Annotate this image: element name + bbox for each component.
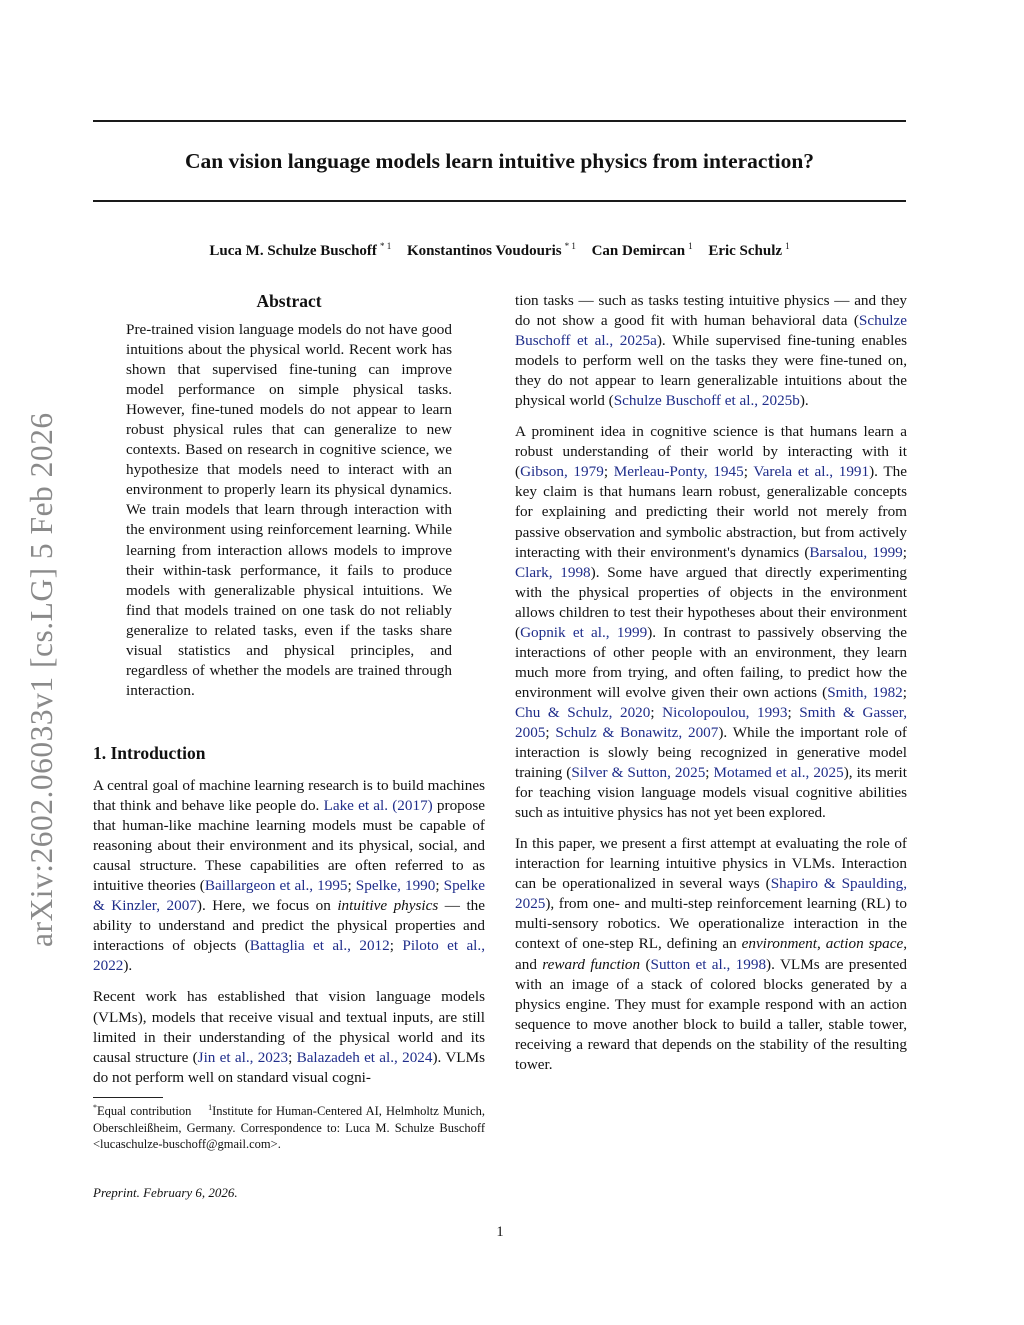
text: Equal contribution: [97, 1104, 192, 1119]
text: — the ability to understand and predict the physical properties and interactions of objects (: [93, 897, 486, 955]
author: [708, 243, 789, 259]
text: Institute for Human-Centered AI, Helmholtz Munich, Oberschleißheim, Germany. Correspondence to: Luca M. Schulze Buschoff <lucaschulze-buschoff@gmail.com>.: [93, 1104, 485, 1152]
citation-link[interactable]: Schulz & Bonawitz, 2007: [555, 723, 719, 741]
citation-link[interactable]: Gibson, 1979: [520, 463, 604, 481]
footnote-rule: [93, 1097, 163, 1098]
text: ;: [347, 877, 356, 895]
text: ). While supervised fine-tuning enables models to perform well on the tasks they were fine-tuned on, they do not appear to learn generalizable intuitions about the physical world (: [515, 332, 907, 410]
citation-link[interactable]: Silver & Sutton, 2025: [571, 764, 706, 782]
citation-link[interactable]: Sutton et al., 1998: [650, 955, 767, 973]
citation-link[interactable]: Balazadeh et al., 2024: [296, 1048, 433, 1066]
text: ,: [816, 935, 826, 953]
text: ;: [389, 937, 403, 955]
arxiv-stamp: arXiv:2602.06033v1 [cs.LG] 5 Feb 2026: [24, 412, 59, 947]
author-marks: 1: [688, 241, 693, 251]
text: ). VLMs are presented with an image of a stack of colored blocks generated by a physics engine. They must for example respond with an action sequence to move another block to build a taller, stable tower, receiving a reward that depends on the stability of the resulting tower.: [515, 955, 907, 1073]
author-name: Eric Schulz: [708, 243, 783, 259]
citation-link[interactable]: Barsalou, 1999: [809, 543, 903, 561]
preprint-date: Preprint. February 6, 2026.: [93, 1185, 238, 1200]
text: ;: [902, 683, 907, 701]
text: ;: [705, 764, 714, 782]
author-marks: 1: [785, 241, 790, 251]
title-rule-top: [93, 120, 906, 122]
footnote-mark: 1: [208, 1103, 213, 1112]
emphasis: environment: [741, 935, 817, 953]
citation-link[interactable]: Schulze Buschoff et al., 2025a: [515, 312, 907, 350]
text: ). The key claim is that humans learn robust, generalizable concepts for explaining and predicting their world not merely from passive observation and symbolic abstraction, but from actively interacting with their environment's dynamics (: [515, 463, 907, 561]
author-marks: * 1: [564, 241, 576, 251]
text: ). In contrast to passively observing the interactions of other people with an environment, they learn much more from trying, and often failing, to predict how the environment will evolve given their own actions (: [515, 623, 907, 701]
text: Recent work has established that vision language models (VLMs), models that receive visual and textual inputs, are still limited in their understanding of the physical world and its causal structure (: [93, 988, 485, 1066]
text: ). Some have argued that directly experimenting with the physical properties of objects in the environment allows children to test their hypotheses about their environment (: [515, 563, 907, 641]
author-list: [93, 235, 906, 262]
citation-link[interactable]: Jin et al., 2023: [197, 1048, 289, 1066]
author-name: Luca M. Schulze Buschoff: [209, 243, 377, 259]
citation-link[interactable]: Lake et al. (2017): [323, 797, 433, 815]
left-column-body: [93, 776, 485, 1099]
citation-link[interactable]: Schulze Buschoff et al., 2025b: [613, 392, 800, 410]
citation-link[interactable]: Smith, 1982: [827, 683, 903, 701]
paragraph: [515, 834, 907, 1075]
citation-link[interactable]: Motamed et al., 2025: [713, 764, 844, 782]
text: ), from one- and multi-step reinforcement learning (RL) to multi-sensory robotics. We operationalize interaction in the context of one-step RL, defining an: [515, 895, 907, 953]
text: propose that human-like machine learning models must be capable of reasoning about their environment and its physical, social, and causal structure. These capabilities are often referred to as intuitive theories (: [93, 797, 486, 895]
text: ).: [123, 957, 133, 975]
text: ;: [902, 543, 907, 561]
text: ;: [787, 703, 800, 721]
text: ). Here, we focus on: [196, 897, 338, 915]
citation-link[interactable]: Baillargeon et al., 1995: [204, 877, 348, 895]
citation-link[interactable]: Merleau-Ponty, 1945: [613, 463, 744, 481]
emphasis: action space: [825, 935, 904, 953]
text: ), its merit for teaching vision language models visual cognitive abilities such as intuitive physics has not yet been explored.: [515, 764, 907, 822]
page-number: 1: [496, 1224, 504, 1240]
citation-link[interactable]: Shapiro & Spaulding, 2025: [515, 875, 907, 913]
text: , and: [515, 935, 907, 973]
text: ;: [743, 463, 754, 481]
citation-link[interactable]: Nicolopoulou, 1993: [662, 703, 788, 721]
citation-link[interactable]: Gopnik et al., 1999: [520, 623, 648, 641]
footnote-mark: *: [93, 1103, 97, 1112]
author-name: Can Demircan: [591, 243, 686, 259]
paragraph: [93, 776, 485, 976]
text: tion tasks — such as tasks testing intuitive physics — and they do not show a good fit with human behavioral data (: [515, 292, 907, 330]
citation-link[interactable]: Chu & Schulz, 2020: [515, 703, 651, 721]
citation-link[interactable]: Clark, 1998: [515, 563, 591, 581]
paragraph: [515, 291, 907, 411]
paper-title: Can vision language models learn intuitive physics from interaction?: [184, 149, 815, 173]
text: ;: [603, 463, 614, 481]
citation-link[interactable]: Battaglia et al., 2012: [249, 937, 390, 955]
section-heading-introduction: 1. Introduction: [93, 743, 206, 763]
citation-link[interactable]: Varela et al., 1991: [753, 463, 870, 481]
text: (: [640, 955, 651, 973]
title-rule-bottom: [93, 200, 906, 202]
author: [209, 243, 391, 259]
text: ).: [799, 392, 809, 410]
abstract-text: Pre-trained vision language models do not have good intuitions about the physical world. Recent work has shown that supervised fine-tuning can improve model performance on simple physical tasks. However, fine-tuned models do not appear to learn robust physical rules that can generalize to new contexts. Based on research in cognitive science, we hypothesize that models need to interact with an environment to properly learn its physical dynamics. We train models that learn through interaction with the environment using reinforcement learning. While learning from interaction allows models to improve their within-task performance, it fails to produce models with generalizable physical intuitions. We find that models trained on one task do not reliably generalize to related tasks, even if the tasks share visual statistics and physical principles, and regardless of whether the models are trained through interaction.: [126, 321, 452, 699]
paragraph: [515, 422, 907, 823]
text: ). While the important role of interaction is slowly being recognized in generative model training (: [515, 723, 907, 782]
footnote: [93, 1100, 485, 1153]
text: In this paper, we present a first attempt at evaluating the role of interaction for learning intuitive physics in VLMs. Interaction can be operationalized in several ways (: [515, 835, 907, 893]
author: [592, 243, 693, 259]
text: A central goal of machine learning research is to build machines that think and behave like people do.: [93, 777, 485, 815]
abstract-heading: Abstract: [256, 291, 322, 311]
citation-link[interactable]: Spelke, 1990: [355, 877, 436, 895]
citation-link[interactable]: Piloto et al., 2022: [93, 937, 485, 975]
text: ;: [435, 877, 444, 895]
text: ). VLMs do not perform well on standard visual cogni-: [93, 1048, 485, 1086]
text: ;: [650, 703, 663, 721]
text: ;: [288, 1048, 297, 1066]
author-name: Konstantinos Voudouris: [406, 243, 562, 259]
citation-link[interactable]: Spelke & Kinzler, 2007: [93, 877, 485, 915]
citation-link[interactable]: Smith & Gasser, 2005: [515, 703, 907, 741]
emphasis: intuitive physics: [337, 897, 439, 915]
emphasis: reward function: [542, 955, 641, 973]
author: [407, 243, 576, 259]
right-column-body: [515, 291, 907, 1086]
paragraph: [93, 987, 485, 1087]
author-marks: * 1: [379, 241, 392, 251]
text: ;: [545, 723, 556, 741]
text: A prominent idea in cognitive science is that humans learn a robust understanding of their world by interacting with it (: [515, 423, 907, 481]
